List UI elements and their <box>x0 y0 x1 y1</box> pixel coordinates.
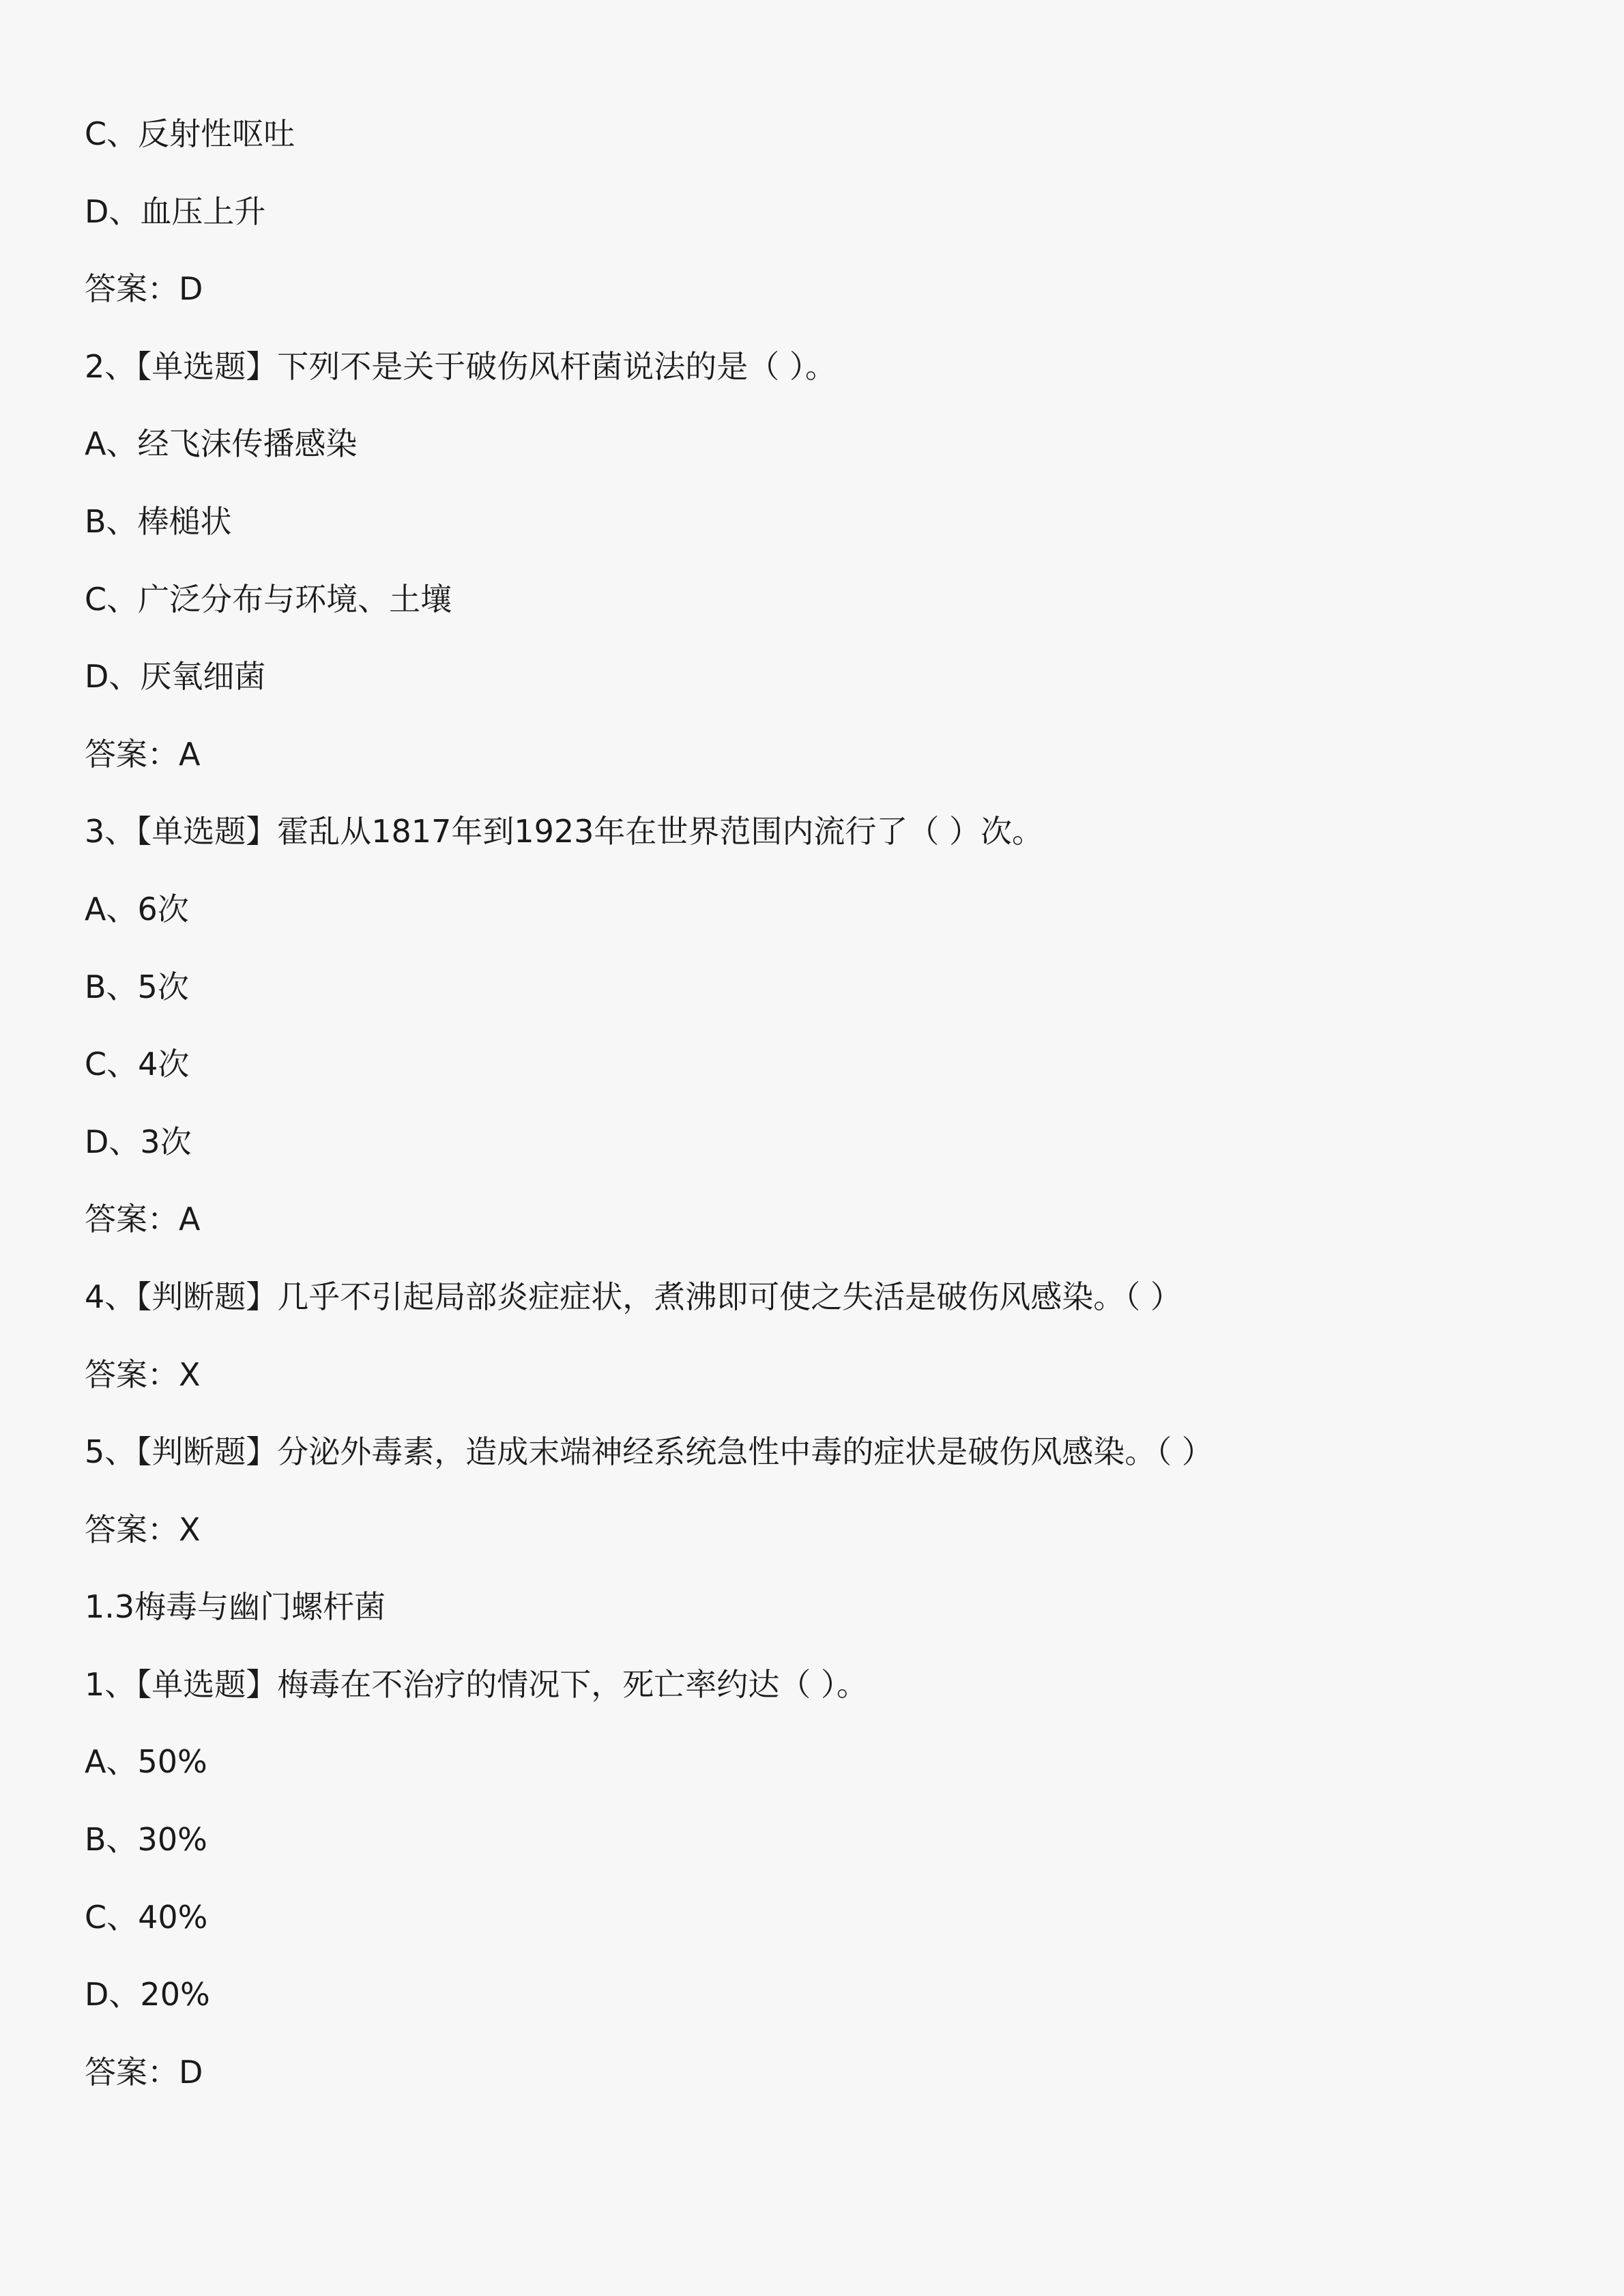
answer-line: 答案：X <box>85 1510 201 1548</box>
answer-line: 答案：D <box>85 2053 203 2091</box>
option-line: D、厌氧细菌 <box>85 658 266 695</box>
answer-line: 答案：A <box>85 1201 201 1238</box>
question-line: 2、【单选题】下列不是关于破伤风杆菌说法的是（ ）。 <box>85 347 837 385</box>
option-line: C、4次 <box>85 1046 190 1083</box>
question-line: 5、【判断题】分泌外毒素，造成末端神经系统急性中毒的症状是破伤风感染。（ ） <box>85 1433 1213 1471</box>
option-line: C、反射性呕吐 <box>85 115 295 152</box>
option-line: D、3次 <box>85 1123 192 1160</box>
question-line: 1、【单选题】梅毒在不治疗的情况下，死亡率约达（ ）。 <box>85 1665 868 1703</box>
option-line: D、20% <box>85 1976 210 2013</box>
option-line: C、40% <box>85 1898 208 1936</box>
answer-line: 答案：A <box>85 735 201 773</box>
question-line: 4、【判断题】几乎不引起局部炎症症状，煮沸即可使之失活是破伤风感染。（ ） <box>85 1278 1182 1315</box>
option-line: C、广泛分布与环境、土壤 <box>85 580 452 618</box>
option-line: A、经飞沫传播感染 <box>85 425 358 463</box>
question-line: 3、【单选题】霍乱从1817年到1923年在世界范围内流行了（ ）次。 <box>85 813 1044 850</box>
option-line: A、6次 <box>85 890 189 928</box>
document-body <box>85 115 1531 2130</box>
option-line: D、血压上升 <box>85 192 266 230</box>
option-line: B、5次 <box>85 968 189 1005</box>
option-line: B、30% <box>85 1821 207 1859</box>
section-heading: 1.3梅毒与幽门螺杆菌 <box>85 1588 386 1626</box>
answer-line: 答案：X <box>85 1355 201 1393</box>
answer-line: 答案：D <box>85 270 203 308</box>
option-line: A、50% <box>85 1743 207 1781</box>
option-line: B、棒槌状 <box>85 502 232 540</box>
